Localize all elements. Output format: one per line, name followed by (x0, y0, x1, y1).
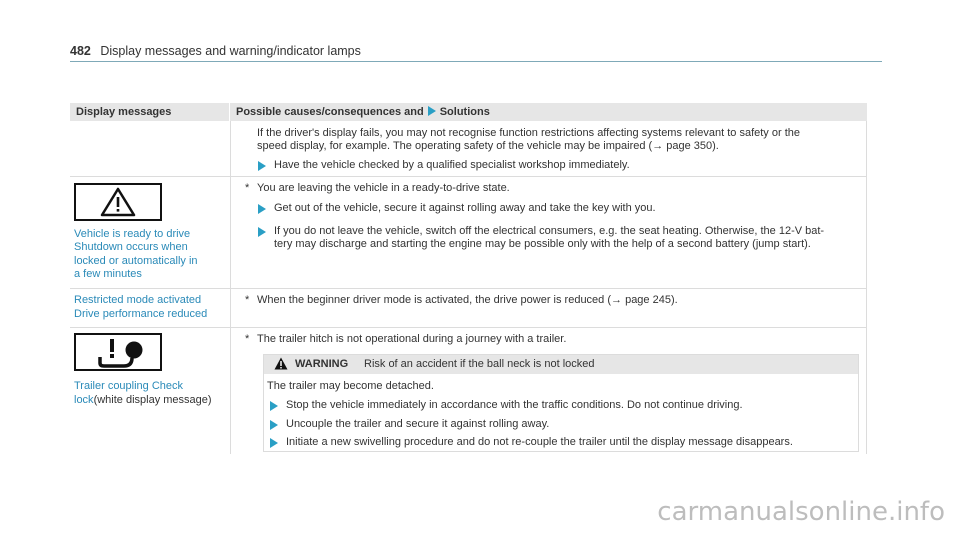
warning-bullet2-text: Uncouple the trailer and secure it against rolling away. (286, 418, 550, 430)
warning-description: Risk of an accident if the ball neck is not locked (364, 358, 595, 370)
row3-cause: The trailer hitch is not operational during a journey with a trailer. (257, 333, 567, 345)
bullet-arrow-icon (270, 420, 278, 430)
warning-triangle-icon (74, 183, 162, 226)
row2-msg-line2: Drive performance reduced (74, 308, 208, 320)
page-header (70, 44, 361, 58)
row0-text-line1: If the driver's display fails, you may not recognise function restrictions affecting systems relevant to safety or the (257, 127, 800, 139)
row1-msg-line2: Shutdown occurs when (74, 241, 188, 253)
row1-bullet2-line1 (274, 225, 824, 238)
bullet-arrow-icon (270, 401, 278, 411)
page-number: 482 (70, 44, 91, 58)
bullet-arrow-icon (270, 438, 278, 448)
row1-bullet2-text1: If you do not leave the vehicle, switch off the electrical consumers, e.g. the seat heating. Otherwise, the 12-V bat- (274, 225, 825, 237)
warning-box (263, 354, 859, 452)
row1-bullet2-line2: tery may discharge and starting the engine may be possible only with the help of a second battery (jump start). (274, 238, 811, 250)
row2-star: * (245, 294, 250, 306)
row3-msg-line2-blue: lock (74, 394, 94, 406)
row3-msg-line2-rest: (white display message) (93, 394, 212, 406)
row1-bullet1-text: Get out of the vehicle, secure it against rolling away and take the key with you. (274, 202, 656, 214)
row0-text-line2: speed display, for example. The operating safety of the vehicle may be impaired (→ page 350). (257, 140, 719, 152)
page-title: Display messages and warning/indicator lamps (100, 44, 361, 58)
row2-cause: When the beginner driver mode is activated, the drive power is reduced (→ page 245). (257, 294, 678, 306)
trailer-coupling-icon (74, 333, 162, 376)
row2-msg-line1: Restricted mode activated (74, 294, 202, 306)
bullet-arrow-icon (258, 161, 266, 171)
row0-bullet1-text: Have the vehicle checked by a qualified specialist workshop immediately. (274, 159, 630, 171)
solutions-label: Solutions (439, 106, 490, 118)
bullet-arrow-icon (258, 204, 266, 214)
warning-bullet1-text: Stop the vehicle immediately in accordance with the traffic conditions. Do not continue driving. (286, 399, 743, 411)
warning-bullet3-text: Initiate a new swivelling procedure and do not re-couple the trailer until the display message disappears. (286, 436, 793, 448)
watermark: carmanualsonline.info (657, 497, 945, 527)
row3-msg-line1: Trailer coupling Check (74, 380, 184, 392)
warning-title: WARNING (295, 358, 349, 370)
row1-msg-line4: a few minutes (74, 268, 142, 280)
table-header (70, 103, 867, 121)
row0-bullet1 (274, 159, 630, 172)
causes-label: Possible causes/consequences and (236, 106, 424, 118)
column-header-display-messages: Display messages (76, 106, 172, 118)
row1-bullet1 (274, 202, 656, 215)
row1-star: * (245, 182, 250, 194)
row-divider (70, 288, 867, 289)
row3-star: * (245, 333, 250, 345)
warning-header (264, 355, 858, 374)
warning-icon (274, 357, 288, 373)
warning-bullet3 (286, 436, 793, 449)
warning-text: The trailer may become detached. (267, 380, 434, 392)
column-header-causes-solutions (236, 106, 490, 118)
row1-msg-line1: Vehicle is ready to drive (74, 228, 191, 240)
warning-bullet2 (286, 418, 549, 431)
bullet-arrow-icon (258, 227, 266, 237)
row-divider (70, 327, 867, 328)
row1-cause: You are leaving the vehicle in a ready-to-drive state. (257, 182, 510, 194)
header-divider (70, 61, 882, 62)
row-divider (70, 176, 867, 177)
arrow-icon (428, 106, 436, 116)
table-right-border (866, 121, 867, 454)
row3-msg-line2 (74, 394, 212, 407)
row1-msg-line3: locked or automatically in (74, 255, 198, 267)
column-separator (229, 103, 230, 121)
warning-bullet1 (286, 399, 743, 412)
